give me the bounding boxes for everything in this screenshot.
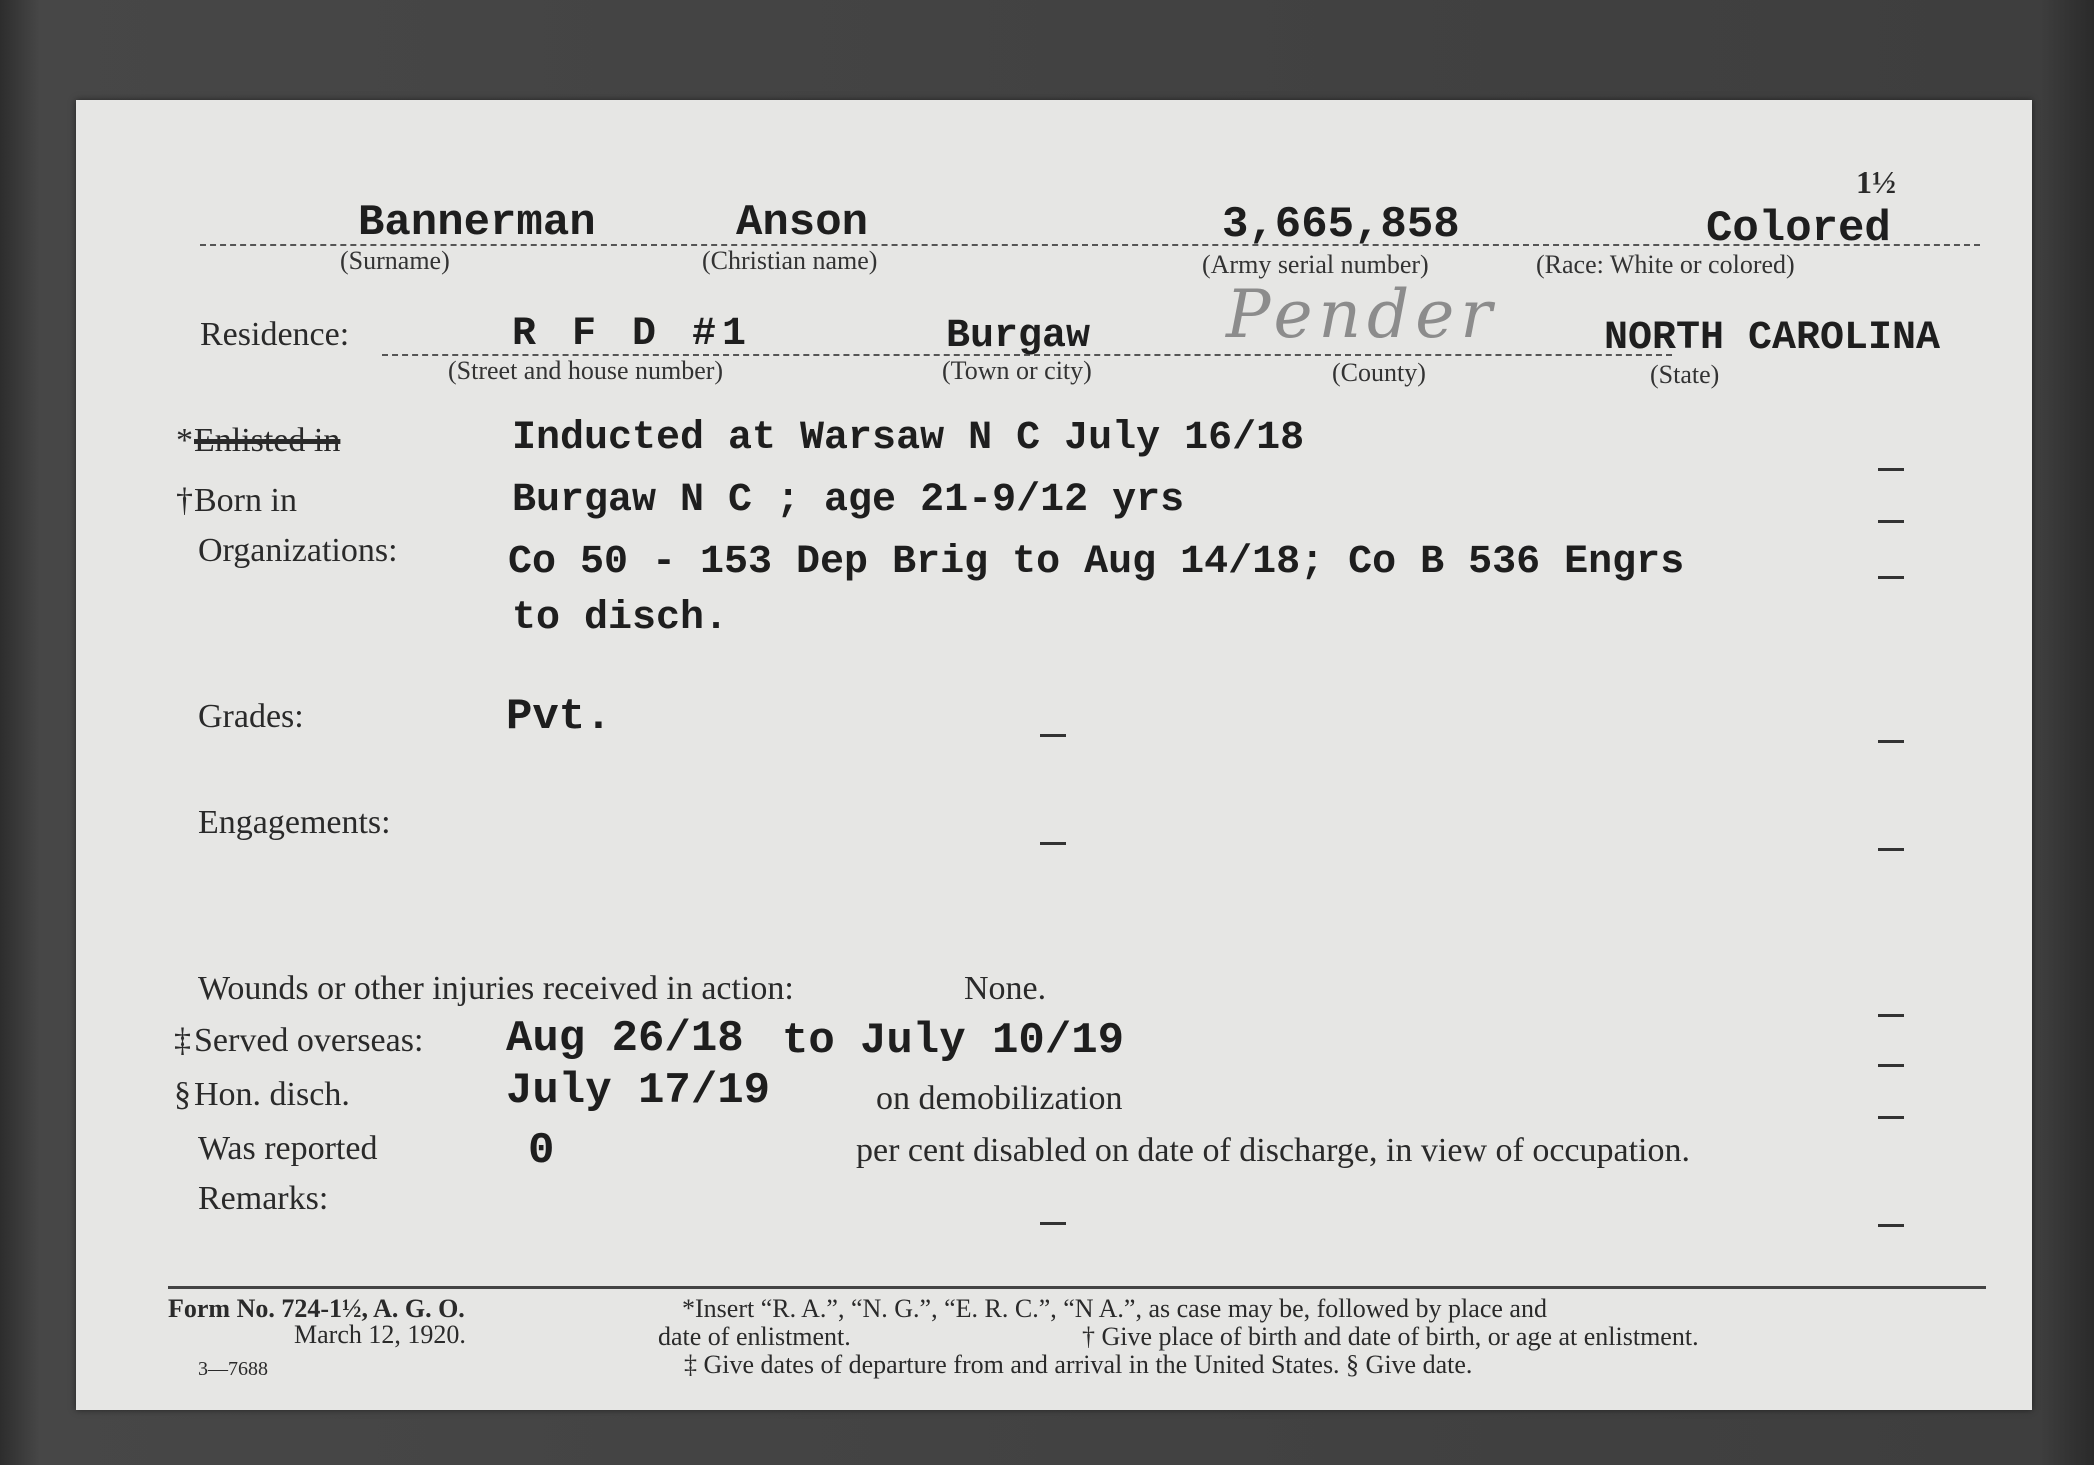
hon-value: July 17/19 xyxy=(506,1066,771,1116)
print-code: 3—7688 xyxy=(198,1358,268,1380)
residence-label: Residence: xyxy=(200,316,350,353)
state-value: NORTH CAROLINA xyxy=(1604,316,1941,361)
footnote-birth: † Give place of birth and date of birth, or age at enlistment. xyxy=(1082,1322,1699,1351)
hon-dash xyxy=(1878,1116,1904,1119)
overseas-dash xyxy=(1878,1064,1904,1067)
form-date: March 12, 1920. xyxy=(294,1320,466,1349)
christian-name-value: Anson xyxy=(736,198,869,248)
reported-label: Was reported xyxy=(198,1130,378,1167)
town-caption: (Town or city) xyxy=(942,356,1092,385)
enlisted-mark: * xyxy=(176,422,193,459)
hon-suffix: on demobilization xyxy=(876,1080,1123,1117)
organizations-line1: Co 50 - 153 Dep Brig to Aug 14/18; Co B 536 Engrs xyxy=(508,540,1685,585)
service-record-card xyxy=(76,100,2032,1410)
overseas-label: Served overseas: xyxy=(194,1022,424,1059)
organizations-line2: to disch. xyxy=(512,596,729,641)
hon-mark: § xyxy=(174,1076,191,1113)
footnote-enlistment-a: *Insert “R. A.”, “N. G.”, “E. R. C.”, “N A.”, as case may be, followed by place and xyxy=(682,1294,1547,1323)
overseas-to: July 10/19 xyxy=(860,1016,1125,1066)
remarks-label: Remarks: xyxy=(198,1180,329,1217)
county-caption: (County) xyxy=(1332,358,1426,387)
organizations-label: Organizations: xyxy=(198,532,398,569)
overseas-from: Aug 26/18 xyxy=(506,1014,744,1064)
organizations-dash xyxy=(1878,576,1904,579)
footnote-overseas: ‡ Give dates of departure from and arrival in the United States. § Give date. xyxy=(684,1350,1473,1379)
race-value: Colored xyxy=(1706,204,1891,254)
surname-caption: (Surname) xyxy=(340,246,450,275)
grades-label: Grades: xyxy=(198,698,304,735)
grades-value: Pvt. xyxy=(506,692,612,742)
remarks-dash xyxy=(1878,1224,1904,1227)
enlisted-dash xyxy=(1878,468,1904,471)
christian-name-caption: (Christian name) xyxy=(702,246,878,275)
born-dash xyxy=(1878,520,1904,523)
engagements-dash xyxy=(1878,848,1904,851)
reported-value: 0 xyxy=(528,1126,555,1176)
born-value: Burgaw N C ; age 21-9/12 yrs xyxy=(512,478,1185,523)
footnote-enlistment-b: date of enlistment. xyxy=(658,1322,851,1351)
town-value: Burgaw xyxy=(946,314,1091,359)
born-mark: † xyxy=(176,482,193,519)
hon-label: Hon. disch. xyxy=(194,1076,350,1113)
wounds-label: Wounds or other injuries received in action: xyxy=(198,970,794,1007)
grades-mid-dash xyxy=(1040,734,1066,737)
wounds-dash xyxy=(1878,1014,1904,1017)
street-caption: (Street and house number) xyxy=(448,356,724,385)
race-caption: (Race: White or colored) xyxy=(1536,250,1795,279)
enlisted-label: Enlisted in xyxy=(194,422,341,459)
grades-dash xyxy=(1878,740,1904,743)
engagements-mid-dash xyxy=(1040,842,1066,845)
overseas-mark: ‡ xyxy=(174,1022,191,1059)
engagements-label: Engagements: xyxy=(198,804,391,841)
wounds-value: None. xyxy=(964,970,1047,1007)
county-handwritten: Pender xyxy=(1226,276,1498,353)
serial-number-caption: (Army serial number) xyxy=(1202,250,1429,279)
remarks-mid-dash xyxy=(1040,1222,1066,1225)
card-number: 1½ xyxy=(1856,164,1896,200)
born-label: Born in xyxy=(194,482,297,519)
footer-rule xyxy=(168,1286,1986,1289)
form-number: Form No. 724-1½, A. G. O. xyxy=(168,1294,465,1323)
serial-number-value: 3,665,858 xyxy=(1222,200,1460,250)
surname-value: Bannerman xyxy=(358,198,596,248)
overseas-to-word: to xyxy=(782,1016,835,1066)
reported-suffix: per cent disabled on date of discharge, in view of occupation. xyxy=(856,1132,1690,1169)
state-caption: (State) xyxy=(1650,360,1720,389)
enlisted-value: Inducted at Warsaw N C July 16/18 xyxy=(512,416,1305,461)
street-value: R F D #1 xyxy=(512,312,753,357)
